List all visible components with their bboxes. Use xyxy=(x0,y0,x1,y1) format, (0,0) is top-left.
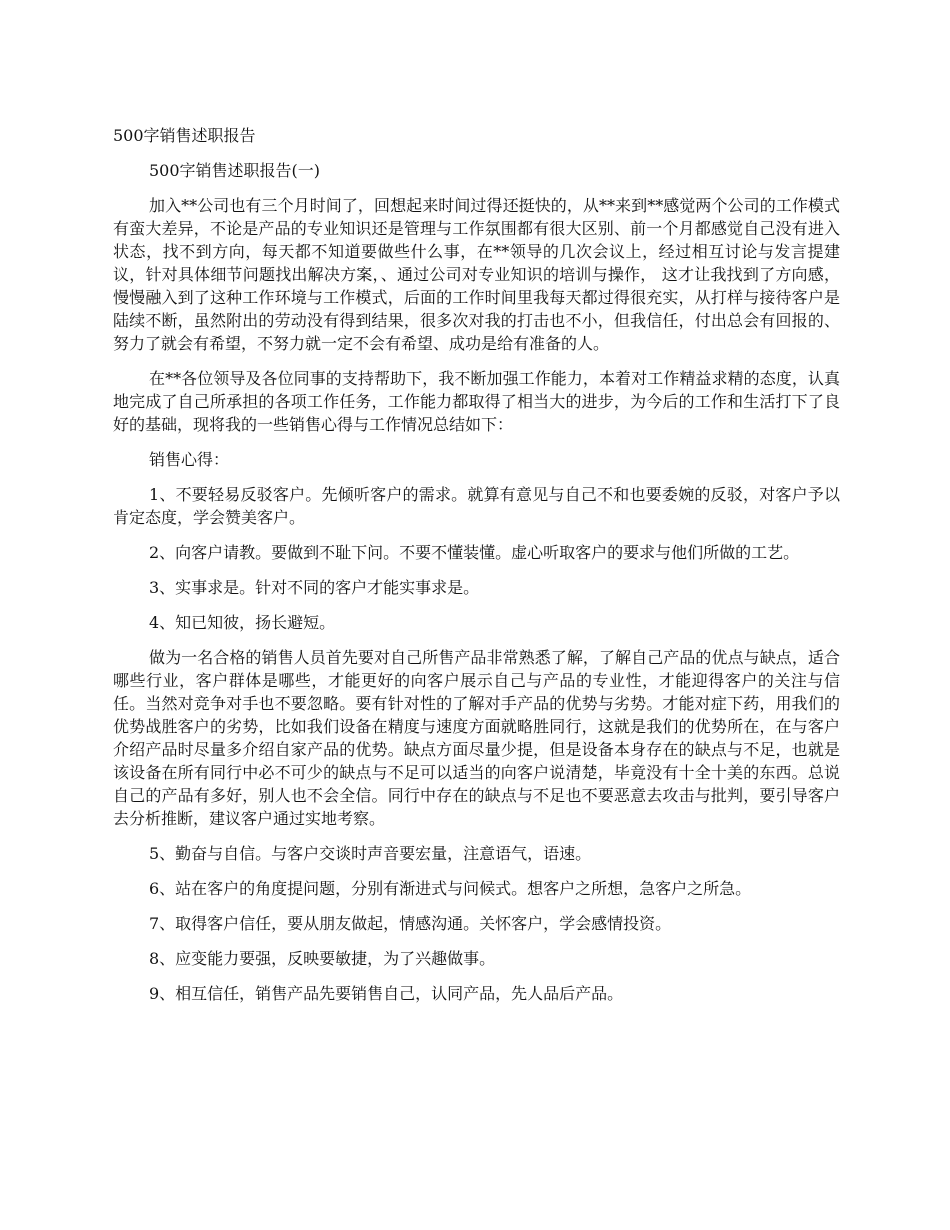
list-item: 9、相互信任，销售产品先要销售自己，认同产品，先人品后产品。 xyxy=(149,984,624,1003)
list-item: 3、实事求是。针对不同的客户才能实事求是。 xyxy=(149,578,480,597)
list-item: 8、应变能力要强，反映要敏捷，为了兴趣做事。 xyxy=(149,949,496,968)
paragraph: 做为一名合格的销售人员首先要对自己所售产品非常熟悉了解，了解自己产品的优点与缺点，适合哪些行业，客户群体是哪些，才能更好的向客户展示自己与产品的专业性，才能迎得客户的关注与信任。当然对竞争对手也不要忽略。要有针对性的了解对手产品的优势与劣势。才能对症下药，用我们的优势战胜客户的劣势，比如我们设备在精度与速度方面就略胜同行，这就是我们的优势所在，在与客户介绍产品时尽量多介绍自家产品的优势。缺点方面尽量少提，但是设备本身存在的缺点与不足，也就是该设备在所有同行中必不可少的缺点与不足可以适当的向客户说清楚，毕竟没有十全十美的东西。总说自己的产品有多好，别人也不会全信。同行中存在的缺点与不足也不要恶意去攻击与批判，要引导客户去分析推断，建议客户通过实地考察。 xyxy=(113,648,840,828)
list-item: 4、知已知彼，扬长避短。 xyxy=(149,613,336,632)
list-item: 1、不要轻易反驳客户。先倾听客户的需求。就算有意见与自己不和也要委婉的反驳，对客户予以肯定态度，学会赞美客户。 xyxy=(113,485,840,527)
paragraph: 在**各位领导及各位同事的支持帮助下，我不断加强工作能力，本着对工作精益求精的态度，认真地完成了自己所承担的各项工作任务，工作能力都取得了相当大的进步，为今后的工作和生活打下了良好的基础，现将我的一些销售心得与工作情况总结如下： xyxy=(113,369,840,434)
document-title: 500字销售述职报告 xyxy=(113,126,256,145)
list-item: 7、取得客户信任，要从朋友做起，情感沟通。关怀客户，学会感情投资。 xyxy=(149,914,672,933)
section-heading: 销售心得： xyxy=(149,450,230,469)
document-subtitle: 500字销售述职报告(一) xyxy=(149,161,321,180)
list-item: 6、站在客户的角度提问题，分别有渐进式与问候式。想客户之所想，急客户之所急。 xyxy=(149,879,752,898)
list-item: 5、勤奋与自信。与客户交谈时声音要宏量，注意语气，语速。 xyxy=(149,844,592,863)
paragraph: 加入**公司也有三个月时间了，回想起来时间过得还挺快的，从**来到**感觉两个公司的工作模式有蛮大差异，不论是产品的专业知识还是管理与工作氛围都有很大区别、前一个月都感觉自己没有进入状态，找不到方向，每天都不知道要做些什么事，在**领导的几次会议上，经过相互讨论与发言提建议，针对具体细节问题找出解决方案，、通过公司对专业知识的培训与操作， 这才让我找到了方向感，慢慢融入到了这种工作环境与工作模式，后面的工作时间里我每天都过得很充实，从打样与接待客户是陆续不断，虽然附出的劳动没有得到结果，很多次对我的打击也不小，但我信任，付出总会有回报的、努力了就会有希望，不努力就一定不会有希望、成功是给有准备的人。 xyxy=(113,196,840,353)
list-item: 2、向客户请教。要做到不耻下问。不要不懂装懂。虚心听取客户的要求与他们所做的工艺。 xyxy=(149,543,800,562)
document-page xyxy=(113,124,840,1017)
